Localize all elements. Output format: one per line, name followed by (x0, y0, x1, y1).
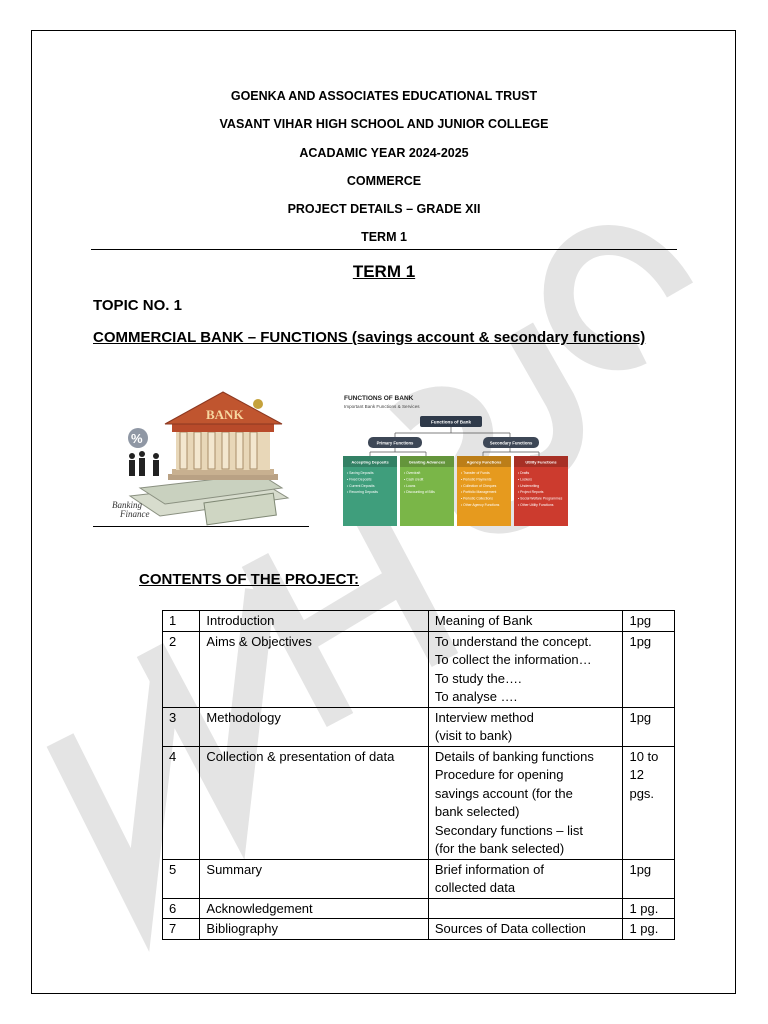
detail-line: Brief information of (434, 861, 544, 877)
row-item: Acknowledgement (200, 898, 428, 919)
chart-column-item: • Collection of Cheques (461, 483, 497, 488)
row-pages (623, 919, 675, 940)
header-divider (91, 249, 677, 250)
header-term: TERM 1 (361, 230, 407, 244)
detail-line: savings account (for the (434, 785, 573, 801)
table-row (163, 746, 675, 859)
pages-line: 10 to (629, 748, 659, 764)
detail-line: (for the bank selected) (434, 841, 565, 856)
table-row (163, 898, 675, 919)
image-underline (93, 526, 309, 527)
chart-column-item: • Periodic Collections (461, 496, 493, 501)
school-name: VASANT VIHAR HIGH SCHOOL AND JUNIOR COLLEGE (219, 117, 549, 131)
pages-line: 1pg (629, 861, 652, 877)
detail-line: (visit to bank) (434, 728, 513, 743)
detail-line: To study the…. (434, 670, 522, 686)
chart-column-item: • Lockers (518, 477, 533, 482)
chart-column-title: Granting Advances (408, 459, 446, 465)
academic-year: ACADAMIC YEAR 2024-2025 (299, 146, 469, 160)
topic-number: TOPIC NO. 1 (93, 297, 182, 314)
row-details (428, 611, 623, 632)
row-number: 3 (163, 707, 200, 746)
detail-line: collected data (434, 880, 516, 895)
table-row (163, 631, 675, 707)
row-details (428, 859, 623, 898)
detail-line (435, 900, 618, 919)
trust-name: GOENKA AND ASSOCIATES EDUCATIONAL TRUST (230, 89, 538, 103)
row-number: 2 (163, 631, 200, 707)
detail-line: bank selected) (434, 804, 520, 819)
pages-line: 1pg (629, 633, 652, 649)
term-title: TERM 1 (352, 262, 416, 281)
functions-of-bank-chart (340, 392, 572, 528)
contents-heading: CONTENTS OF THE PROJECT: (139, 571, 360, 588)
row-details (428, 919, 623, 940)
detail-line: Details of banking functions (434, 748, 594, 764)
row-item: Collection & presentation of data (200, 746, 428, 859)
detail-line: To collect the information… (434, 652, 592, 667)
contents-table (162, 610, 675, 940)
chart-column-item: • Social Welfare Programmes (518, 496, 563, 501)
pages-line: 1pg (629, 709, 652, 725)
bank-illustration (110, 386, 290, 526)
row-number: 5 (163, 859, 200, 898)
detail-line: Sources of Data collection (434, 921, 586, 936)
chart-column-item: • Other Utility Functions (518, 503, 554, 507)
row-number: 4 (163, 746, 200, 859)
subject: COMMERCE (346, 174, 422, 188)
pages-line: 1 pg. (629, 921, 659, 936)
row-item: Bibliography (200, 919, 428, 940)
chart-subtitle: Important Bank Functions & Services (344, 404, 420, 409)
chart-column-title: Agency Functions (466, 459, 502, 465)
row-pages (623, 631, 675, 707)
chart-column-item: • Portfolio Management (461, 490, 497, 495)
chart-column-item: • Loans (404, 483, 416, 488)
chart-column-item: • Other Agency Functions (461, 503, 500, 507)
chart-column-item: • Drafts (518, 471, 530, 475)
pages-line: 12 (629, 767, 644, 782)
detail-line: To analyse …. (434, 689, 518, 704)
row-item: Introduction (200, 611, 428, 632)
row-pages (623, 611, 675, 632)
table-row (163, 611, 675, 632)
chart-column-item: • Current Deposits (347, 483, 375, 488)
pages-line: 1pg (629, 613, 652, 628)
row-pages (623, 898, 675, 919)
chart-column-item: • Fixed Deposits (347, 477, 372, 482)
row-pages (623, 707, 675, 746)
chart-column-item: • Underwriting (518, 483, 540, 488)
table-row (163, 919, 675, 940)
detail-line: To understand the concept. (434, 633, 592, 649)
svg-text:%: % (131, 431, 143, 446)
chart-branch-primary: Primary Functions (376, 440, 414, 446)
detail-line: Meaning of Bank (434, 613, 533, 628)
row-item: Aims & Objectives (200, 631, 428, 707)
row-details (428, 746, 623, 859)
chart-column-title: Accepting Deposits (351, 459, 389, 465)
row-pages (623, 859, 675, 898)
row-item: Summary (200, 859, 428, 898)
row-pages (623, 746, 675, 859)
row-number: 7 (163, 919, 200, 940)
row-item: Methodology (200, 707, 428, 746)
pages-line: pgs. (629, 785, 655, 801)
row-number: 6 (163, 898, 200, 919)
chart-column-item: • Periodic Payments (461, 477, 492, 482)
table-row (163, 707, 675, 746)
detail-line: Procedure for opening (434, 767, 564, 782)
chart-column-item: • Discounting of Bills (404, 490, 435, 495)
chart-column-title: Utility Functions (525, 459, 557, 465)
row-details (428, 707, 623, 746)
bank-sign: BANK (206, 407, 244, 422)
chart-root: Functions of Bank (430, 419, 472, 425)
topic-title: COMMERCIAL BANK – FUNCTIONS (savings account & secondary functions) (93, 329, 646, 346)
detail-line: Secondary functions – list (434, 822, 583, 838)
chart-title: FUNCTIONS OF BANK (344, 395, 414, 402)
table-row (163, 859, 675, 898)
project-details: PROJECT DETAILS – GRADE XII (287, 202, 481, 216)
chart-column-item: • Project Reports (518, 490, 544, 495)
bank-caption-2: Finance (120, 509, 150, 519)
bank-caption-1: Banking (112, 500, 142, 510)
detail-line: Interview method (434, 709, 534, 725)
chart-column-item: • Cash credit (404, 477, 424, 482)
row-number: 1 (163, 611, 200, 632)
chart-column-item: • Recurring Deposits (347, 490, 378, 495)
chart-column-item: • Overdraft (404, 471, 421, 475)
pages-line: 1 pg. (629, 900, 659, 916)
row-details (428, 631, 623, 707)
chart-column-item: • Transfer of Funds (461, 471, 490, 475)
row-details (428, 898, 623, 919)
chart-branch-secondary: Secondary Functions (489, 440, 533, 446)
chart-column-item: • Saving Deposits (347, 471, 374, 475)
